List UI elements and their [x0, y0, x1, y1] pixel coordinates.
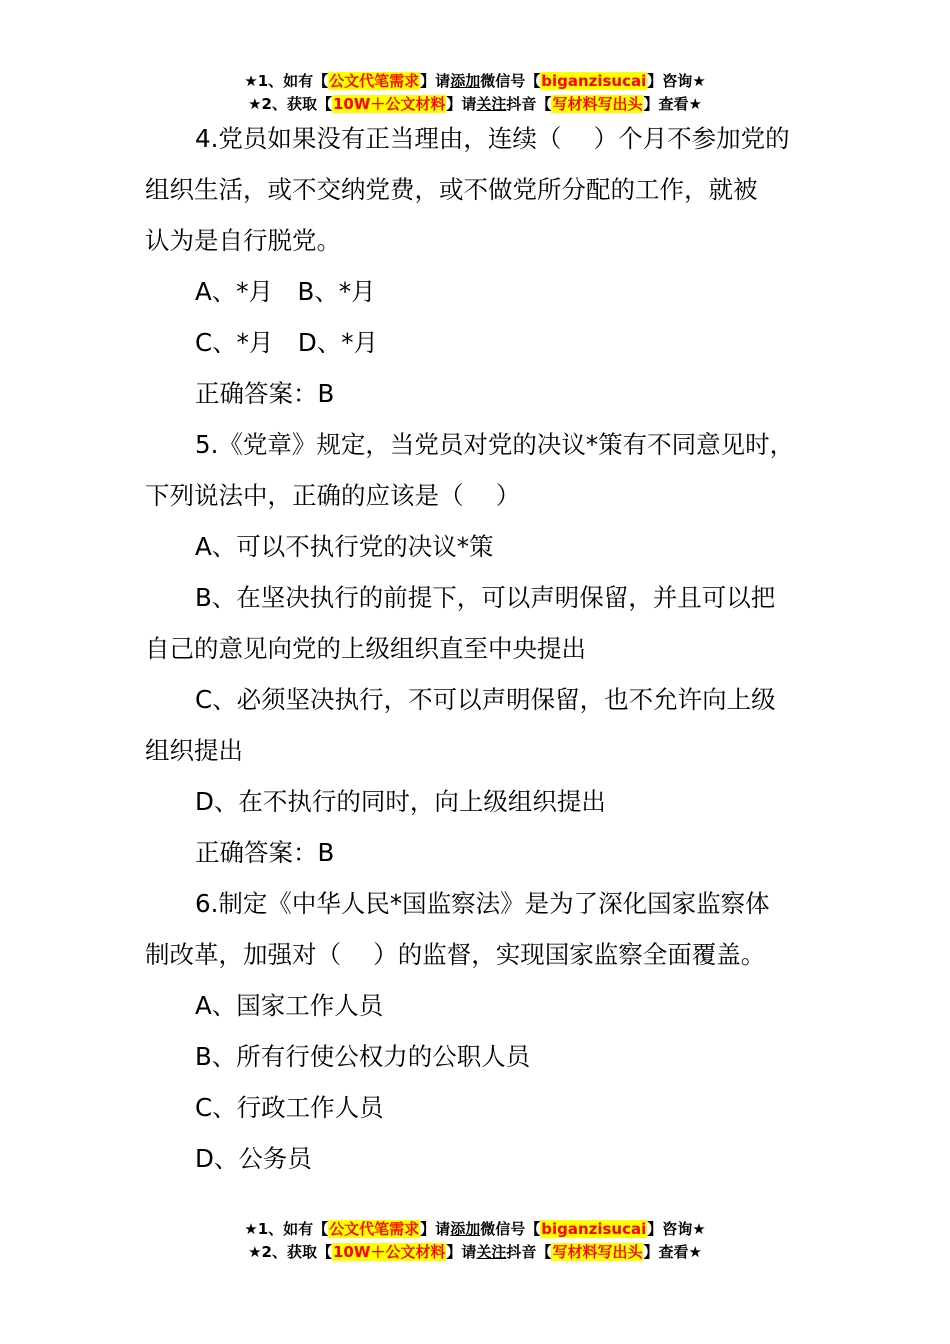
question-4-line-1: 4.党员如果没有正当理由，连续（ ）个月不参加党的 [195, 124, 790, 153]
banner-text: 微信号【 [480, 72, 541, 90]
banner-text: 】咨询★ [647, 1220, 706, 1238]
banner-text: ★2、获取【 [248, 1243, 332, 1261]
question-5-option-a: A、可以不执行党的决议*策 [195, 532, 494, 561]
question-6-line-1: 6.制定《中华人民*国监察法》是为了深化国家监察体 [195, 889, 770, 918]
question-5-option-b-line-1: B、在坚决执行的前提下，可以声明保留，并且可以把 [195, 583, 776, 612]
question-6-option-a: A、国家工作人员 [195, 991, 384, 1020]
banner-line-1 [0, 70, 950, 93]
banner-line-1 [0, 1218, 950, 1241]
question-6-option-d: D、公务员 [195, 1144, 312, 1173]
question-4-line-3: 认为是自行脱党。 [145, 226, 341, 255]
question-6-option-b: B、所有行使公权力的公职人员 [195, 1042, 531, 1071]
banner-underlined: 添加 [450, 1220, 481, 1238]
footer-banner [0, 1218, 950, 1264]
banner-highlight: 10W＋公文材料 [332, 1243, 446, 1261]
banner-text: 】查看★ [643, 95, 702, 113]
banner-text: 抖音【 [506, 1243, 552, 1261]
question-5-line-1: 5.《党章》规定，当党员对党的决议*策有不同意见时， [195, 430, 795, 459]
banner-highlight: 公文代笔需求 [329, 72, 420, 90]
banner-highlight-douyin: 写材料写出头 [552, 95, 643, 113]
question-5-option-d: D、在不执行的同时，向上级组织提出 [195, 787, 606, 816]
question-6-option-c: C、行政工作人员 [195, 1093, 384, 1122]
banner-highlight: 公文代笔需求 [329, 1220, 420, 1238]
banner-underlined: 关注 [476, 1243, 507, 1261]
banner-line-2 [0, 1241, 950, 1264]
question-6-line-2: 制改革，加强对（ ）的监督，实现国家监察全面覆盖。 [145, 940, 766, 969]
banner-text: 微信号【 [480, 1220, 541, 1238]
question-4-options-ab: A、*月 B、*月 [195, 277, 376, 306]
banner-underlined: 关注 [476, 95, 507, 113]
question-5-option-b-line-2: 自己的意见向党的上级组织直至中央提出 [145, 634, 586, 663]
banner-text: ★1、如有【 [244, 1220, 329, 1238]
banner-text: 】咨询★ [647, 72, 706, 90]
question-5-line-2: 下列说法中，正确的应该是（ ） [145, 481, 521, 510]
banner-highlight-wechat-id: biganzisucai [541, 1220, 647, 1238]
question-4-line-2: 组织生活，或不交纳党费，或不做党所分配的工作，就被 [145, 175, 758, 204]
banner-highlight-wechat-id: biganzisucai [541, 72, 647, 90]
question-5-option-c-line-2: 组织提出 [145, 736, 243, 765]
banner-text: 】查看★ [643, 1243, 702, 1261]
banner-text: 】请 [446, 1243, 477, 1261]
banner-text: 】请 [420, 1220, 451, 1238]
banner-highlight-douyin: 写材料写出头 [552, 1243, 643, 1261]
banner-highlight: 10W＋公文材料 [332, 95, 446, 113]
banner-text: ★2、获取【 [248, 95, 332, 113]
banner-text: 】请 [446, 95, 477, 113]
question-5-option-c-line-1: C、必须坚决执行，不可以声明保留，也不允许向上级 [195, 685, 776, 714]
banner-text: ★1、如有【 [244, 72, 329, 90]
banner-text: 抖音【 [506, 95, 552, 113]
question-4-answer: 正确答案：B [195, 379, 335, 408]
banner-underlined: 添加 [450, 72, 481, 90]
header-banner [0, 70, 950, 116]
banner-text: 】请 [420, 72, 451, 90]
question-5-answer: 正确答案：B [195, 838, 335, 867]
document-body [145, 113, 825, 1184]
question-4-options-cd: C、*月 D、*月 [195, 328, 378, 357]
